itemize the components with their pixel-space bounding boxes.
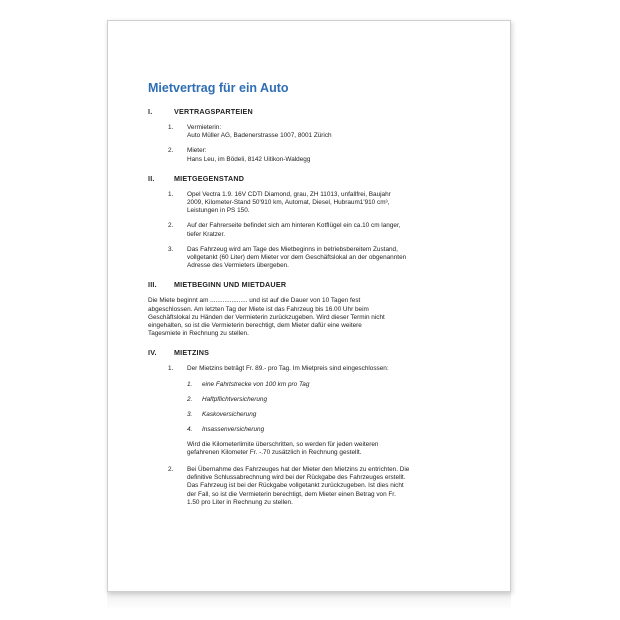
- list-item: [148, 246, 478, 271]
- item-number: 1.: [168, 365, 174, 373]
- text-line: gefahrenen Kilometer Fr. -.70 zusätzlich in Rechnung gestellt.: [187, 448, 362, 456]
- text-line: Vermieterin:: [187, 124, 222, 131]
- item-number: 2.: [168, 147, 174, 155]
- sub-item-text: Haftpflichtversicherung: [202, 395, 268, 403]
- text-line: Tagesmiete in Rechnung zu stellen.: [148, 330, 249, 338]
- section-parties: [148, 107, 478, 164]
- list-item: [148, 222, 478, 238]
- item-number: 1.: [168, 190, 174, 198]
- text-line: vollgetankt (60 Liter) dem Mieter vor dem Geschäftslokal an der obgenannten: [187, 254, 407, 262]
- section-paragraph: [148, 297, 478, 338]
- sub-list-item: [187, 426, 478, 433]
- text-line: 2009, Kilometer-Stand 50'910 km, Automat, Diesel, Hubraum1'910 cm³,: [187, 199, 390, 207]
- sub-item-number: 3.: [187, 410, 193, 418]
- document-page: [107, 20, 511, 592]
- list-item: [148, 191, 478, 216]
- document-title: Mietvertrag für ein Auto: [148, 81, 289, 95]
- km-limit-note: [187, 441, 478, 457]
- item-text: [187, 124, 478, 140]
- text-line: der Fall, so ist die Vermieterin berechtigt, dem Mieter einen Betrag von Fr.: [187, 490, 396, 498]
- text-line: Das Fahrzeug wird am Tage des Mietbeginns in betriebsbereitem Zustand,: [187, 245, 398, 253]
- section-title: VERTRAGSPARTEIEN: [174, 107, 253, 116]
- item-text: Der Mietzins beträgt Fr. 89.- pro Tag. Im Mietpreis sind eingeschlossen:: [187, 365, 389, 373]
- text-line: Bei Übernahme des Fahrzeuges hat der Mieter den Mietzins zu entrichten. Die: [187, 466, 410, 474]
- section-heading: [148, 107, 478, 116]
- text-line: Opel Vectra 1.9. 16V CDTI Diamond, grau, ZH 11013, unfallfrei, Baujahr: [187, 190, 391, 198]
- item-number: 1.: [168, 124, 174, 131]
- text-line: tiefer Kratzer.: [187, 230, 226, 238]
- text-line: Adresse des Vermieters übergeben.: [187, 262, 289, 270]
- item-text: [187, 466, 478, 507]
- section-number: III.: [148, 280, 157, 290]
- sub-item-text: Insassenversicherung: [202, 425, 265, 433]
- list-item: [148, 147, 478, 163]
- section-number: I.: [148, 107, 153, 116]
- sub-item-number: 2.: [187, 395, 193, 403]
- section-title: MIETZINS: [174, 348, 210, 358]
- list-item: [148, 466, 478, 507]
- text-line: Das Fahrzeug ist bei der Rückgabe vollgetankt zurückzugeben. Ist dies nicht: [187, 482, 404, 490]
- list-item: [148, 124, 478, 140]
- sub-item-text: eine Fahrtstrecke von 100 km pro Tag: [202, 380, 310, 388]
- section-rent: [148, 348, 478, 507]
- sub-item-number: 4.: [187, 425, 193, 433]
- text-line: Geschäftslokal zu Händen der Vermieterin zurückzugeben. Wird dieser Termin nicht: [148, 313, 385, 321]
- text-line: Mieter:: [187, 147, 207, 155]
- section-title: MIETBEGINN UND MIETDAUER: [174, 280, 287, 290]
- sub-list-item: [187, 396, 478, 403]
- item-text: [187, 246, 478, 271]
- text-line: abgeschlossen. Am letzten Tag der Miete ist das Fahrzeug bis 16.00 Uhr beim: [148, 305, 369, 313]
- text-line: Leistungen in PS 150.: [187, 207, 250, 215]
- item-number: 2.: [168, 466, 174, 474]
- sub-list-item: [187, 411, 478, 418]
- item-text: [187, 147, 478, 163]
- section-rental-period: [148, 280, 478, 338]
- text-line: Auto Müller AG, Badenerstrasse 1007, 8001 Zürich: [187, 132, 332, 140]
- text-line: 1.50 pro Liter in Rechnung zu stellen.: [187, 498, 293, 506]
- text-line: Hans Leu, im Bödeli, 8142 Uitikon-Waldegg: [187, 155, 311, 163]
- section-rental-object: [148, 174, 478, 271]
- list-item: [148, 365, 478, 373]
- item-number: 3.: [168, 245, 174, 253]
- text-line: Wird die Kilometerlimite überschritten, so werden für jeden weiteren: [187, 440, 379, 448]
- page-reflection: [107, 592, 511, 610]
- sub-item-text: Kaskoversicherung: [202, 410, 257, 418]
- section-number: II.: [148, 173, 155, 183]
- text-line: definitive Schlussabrechnung wird bei der Rückgabe des Fahrzeuges erstellt.: [187, 474, 406, 482]
- document-content: [148, 81, 478, 517]
- text-line: eingehalten, so ist die Vermieterin berechtigt, dem Mieter dafür eine weitere: [148, 322, 362, 330]
- item-text: [187, 222, 478, 238]
- sub-list-item: [187, 381, 478, 388]
- text-line: Die Miete beginnt am ..................... und ist auf die Dauer von 10 Tagen fest: [148, 297, 361, 305]
- section-heading: [148, 348, 478, 357]
- section-heading: [148, 280, 478, 289]
- section-heading: [148, 174, 478, 183]
- text-line: Auf der Fahrerseite befindet sich am hinteren Kotflügel ein ca.10 cm langer,: [187, 222, 401, 230]
- item-number: 2.: [168, 222, 174, 230]
- section-number: IV.: [148, 348, 157, 358]
- sub-item-number: 1.: [187, 380, 193, 388]
- section-title: MIETGEGENSTAND: [174, 173, 245, 183]
- item-text: [187, 191, 478, 216]
